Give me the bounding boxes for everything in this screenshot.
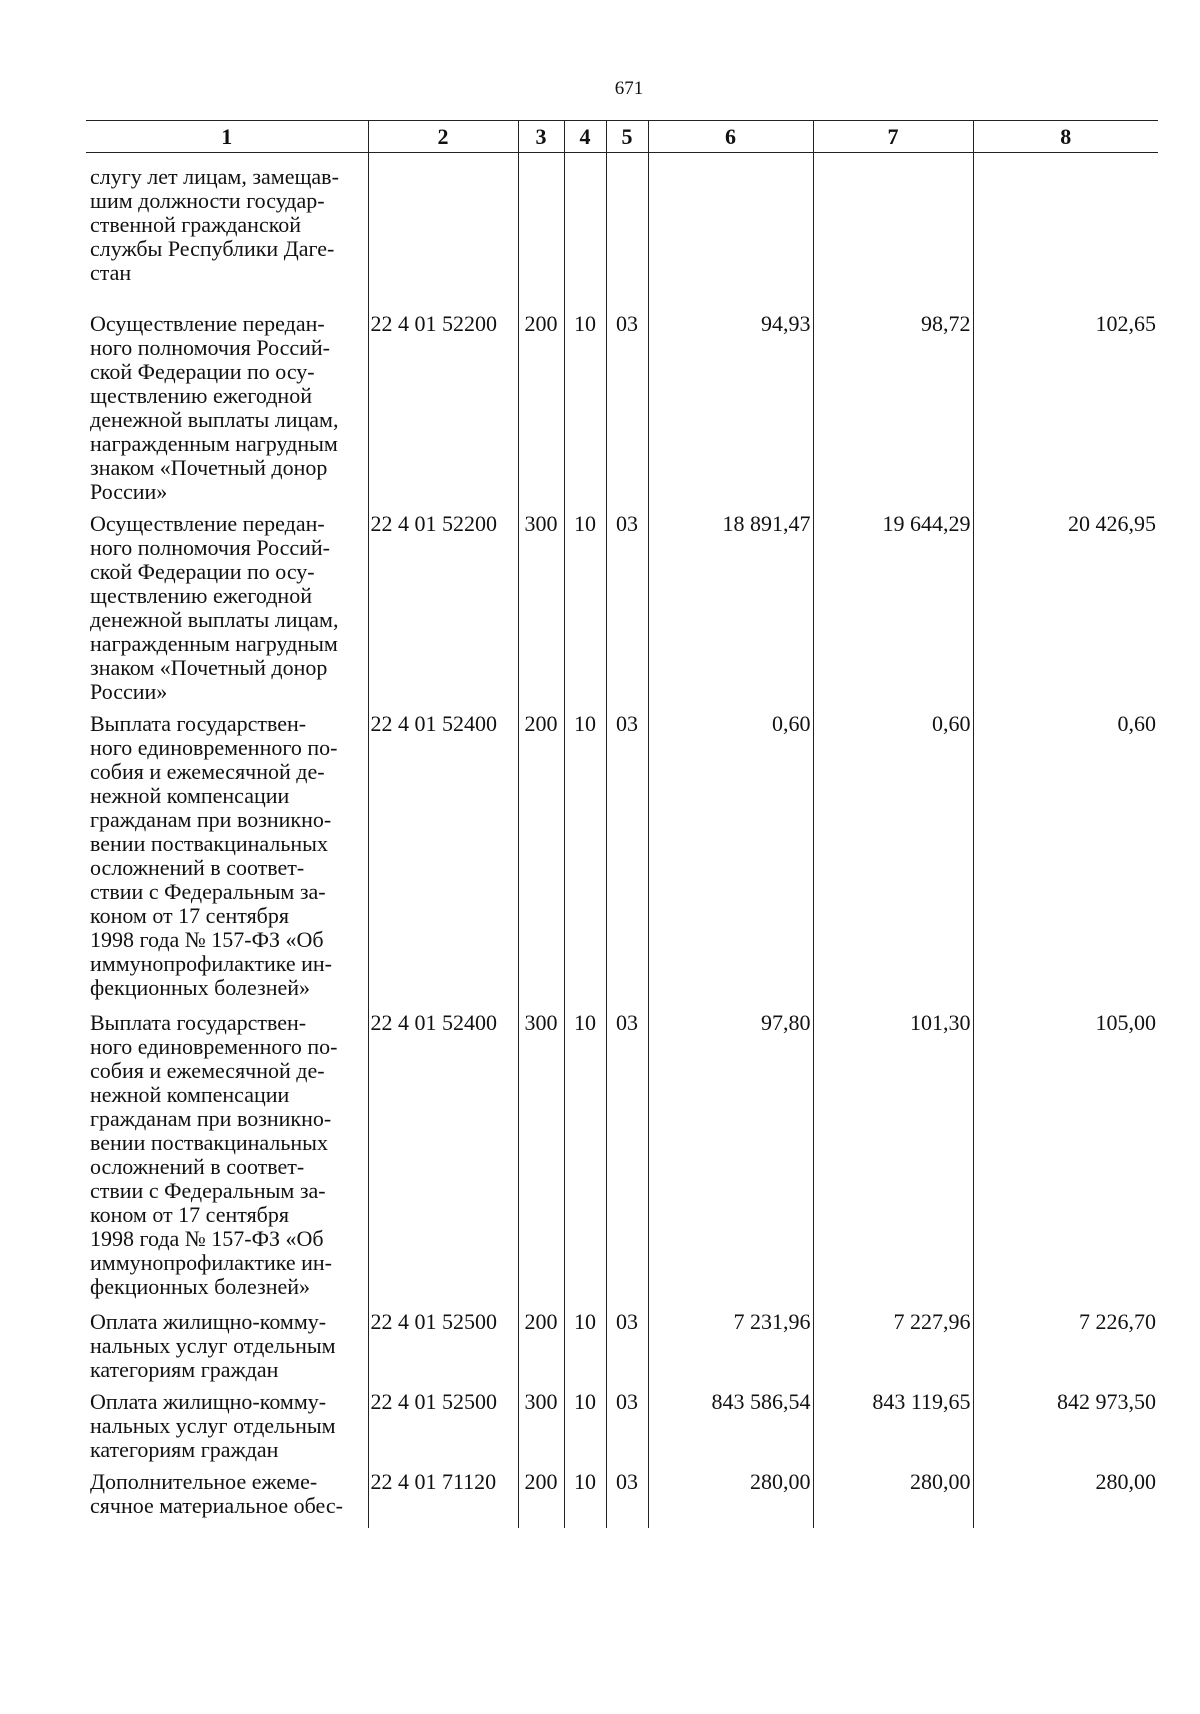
description-line: ществлению ежегодной: [90, 583, 312, 608]
column-header-8: 8: [973, 121, 1158, 153]
description-line: службы Республики Даге-: [90, 236, 335, 261]
table-row: [86, 1302, 1158, 1382]
description-line: осложнений в соответ-: [90, 1154, 305, 1179]
subsection-code: 03: [606, 304, 648, 504]
budget-table: [86, 120, 1158, 1528]
description-line: ской Федерации по осу-: [90, 359, 315, 384]
description-line: Осуществление передан-: [90, 511, 325, 536]
section-code: [564, 153, 606, 305]
description-line: Оплата жилищно-комму-: [90, 1389, 327, 1414]
amount-col-7: 101,30: [813, 1003, 973, 1302]
column-header-5: 5: [606, 121, 648, 153]
description-line: сячное материальное обес-: [90, 1493, 343, 1518]
target-article-code: 22 4 01 52400: [368, 1003, 518, 1302]
description-line: ного единовременного по-: [90, 1034, 338, 1059]
description-line: коном от 17 сентября: [90, 1202, 289, 1227]
description-line: России»: [90, 479, 168, 504]
target-article-code: 22 4 01 52500: [368, 1382, 518, 1462]
amount-col-7: 0,60: [813, 704, 973, 1003]
table-row: [86, 153, 1158, 305]
description-line: ного единовременного по-: [90, 735, 338, 760]
column-header-6: 6: [648, 121, 813, 153]
description-line: ствии с Федеральным за-: [90, 879, 326, 904]
description-line: ного полномочия Россий-: [90, 335, 331, 360]
table-row: [86, 504, 1158, 704]
section-code: 10: [564, 1302, 606, 1382]
description-line: ской Федерации по осу-: [90, 559, 315, 584]
description-line: Выплата государствен-: [90, 1010, 307, 1035]
row-description: [86, 504, 368, 704]
table-row: [86, 1462, 1158, 1528]
subsection-code: 03: [606, 1382, 648, 1462]
description-line: Осуществление передан-: [90, 311, 325, 336]
expense-type-code: 300: [518, 504, 564, 704]
section-code: 10: [564, 1003, 606, 1302]
description-line: иммунопрофилактике ин-: [90, 951, 332, 976]
description-line: нальных услуг отдельным: [90, 1413, 336, 1438]
amount-col-6: 97,80: [648, 1003, 813, 1302]
description-line: ществлению ежегодной: [90, 383, 312, 408]
description-line: собия и ежемесячной де-: [90, 759, 325, 784]
row-description: [86, 1382, 368, 1462]
description-line: нальных услуг отдельным: [90, 1333, 336, 1358]
expense-type-code: 200: [518, 1462, 564, 1528]
table-row: [86, 1382, 1158, 1462]
amount-col-6: 0,60: [648, 704, 813, 1003]
target-article-code: 22 4 01 52400: [368, 704, 518, 1003]
section-code: 10: [564, 504, 606, 704]
description-line: осложнений в соответ-: [90, 855, 305, 880]
amount-col-6: 843 586,54: [648, 1382, 813, 1462]
amount-col-8: 105,00: [973, 1003, 1158, 1302]
amount-col-6: 94,93: [648, 304, 813, 504]
table-row: [86, 304, 1158, 504]
table-row: [86, 1003, 1158, 1302]
amount-col-7: 843 119,65: [813, 1382, 973, 1462]
target-article-code: 22 4 01 52500: [368, 1302, 518, 1382]
amount-col-8: 7 226,70: [973, 1302, 1158, 1382]
description-line: слугу лет лицам, замещав-: [90, 164, 339, 189]
description-line: гражданам при возникно-: [90, 807, 332, 832]
description-line: ственной гражданской: [90, 212, 302, 237]
amount-col-6: [648, 153, 813, 305]
description-line: коном от 17 сентября: [90, 903, 289, 928]
target-article-code: [368, 153, 518, 305]
description-line: денежной выплаты лицам,: [90, 607, 339, 632]
target-article-code: 22 4 01 71120: [368, 1462, 518, 1528]
description-line: 1998 года № 157-ФЗ «Об: [90, 1226, 324, 1251]
description-line: вении поствакцинальных: [90, 831, 328, 856]
amount-col-7: 19 644,29: [813, 504, 973, 704]
description-line: награжденным нагрудным: [90, 631, 338, 656]
description-line: вении поствакцинальных: [90, 1130, 328, 1155]
subsection-code: 03: [606, 1003, 648, 1302]
amount-col-7: [813, 153, 973, 305]
description-line: гражданам при возникно-: [90, 1106, 332, 1131]
amount-col-8: 280,00: [973, 1462, 1158, 1528]
description-line: Дополнительное ежеме-: [90, 1469, 318, 1494]
description-line: фекционных болезней»: [90, 975, 310, 1000]
amount-col-6: 7 231,96: [648, 1302, 813, 1382]
section-code: 10: [564, 704, 606, 1003]
expense-type-code: [518, 153, 564, 305]
section-code: 10: [564, 304, 606, 504]
description-line: знаком «Почетный донор: [90, 655, 328, 680]
column-header-2: 2: [368, 121, 518, 153]
description-line: категориям граждан: [90, 1437, 279, 1462]
expense-type-code: 200: [518, 704, 564, 1003]
description-line: иммунопрофилактике ин-: [90, 1250, 332, 1275]
row-description: [86, 704, 368, 1003]
description-line: денежной выплаты лицам,: [90, 407, 339, 432]
amount-col-8: 20 426,95: [973, 504, 1158, 704]
description-line: собия и ежемесячной де-: [90, 1058, 325, 1083]
description-line: ного полномочия Россий-: [90, 535, 331, 560]
row-description: [86, 1302, 368, 1382]
amount-col-7: 98,72: [813, 304, 973, 504]
row-description: [86, 304, 368, 504]
amount-col-8: 842 973,50: [973, 1382, 1158, 1462]
subsection-code: 03: [606, 504, 648, 704]
description-line: нежной компенсации: [90, 783, 290, 808]
column-header-7: 7: [813, 121, 973, 153]
subsection-code: 03: [606, 1462, 648, 1528]
expense-type-code: 300: [518, 1382, 564, 1462]
row-description: [86, 153, 368, 305]
description-line: фекционных болезней»: [90, 1274, 310, 1299]
subsection-code: 03: [606, 704, 648, 1003]
amount-col-8: [973, 153, 1158, 305]
page-number: 671: [614, 78, 644, 99]
amount-col-8: 0,60: [973, 704, 1158, 1003]
amount-col-6: 280,00: [648, 1462, 813, 1528]
table-row: [86, 704, 1158, 1003]
description-line: нежной компенсации: [90, 1082, 290, 1107]
amount-col-7: 7 227,96: [813, 1302, 973, 1382]
column-header-1: 1: [86, 121, 368, 153]
amount-col-7: 280,00: [813, 1462, 973, 1528]
description-line: шим должности государ-: [90, 188, 325, 213]
expense-type-code: 200: [518, 304, 564, 504]
target-article-code: 22 4 01 52200: [368, 504, 518, 704]
row-description: [86, 1462, 368, 1528]
column-header-3: 3: [518, 121, 564, 153]
subsection-code: 03: [606, 1302, 648, 1382]
description-line: ствии с Федеральным за-: [90, 1178, 326, 1203]
target-article-code: 22 4 01 52200: [368, 304, 518, 504]
subsection-code: [606, 153, 648, 305]
description-line: Выплата государствен-: [90, 711, 307, 736]
description-line: стан: [90, 260, 132, 285]
description-line: категориям граждан: [90, 1357, 279, 1382]
description-line: 1998 года № 157-ФЗ «Об: [90, 927, 324, 952]
description-line: знаком «Почетный донор: [90, 455, 328, 480]
table-header-row: [86, 121, 1158, 153]
row-description: [86, 1003, 368, 1302]
amount-col-8: 102,65: [973, 304, 1158, 504]
column-header-4: 4: [564, 121, 606, 153]
description-line: России»: [90, 679, 168, 704]
section-code: 10: [564, 1382, 606, 1462]
description-line: Оплата жилищно-комму-: [90, 1309, 327, 1334]
amount-col-6: 18 891,47: [648, 504, 813, 704]
expense-type-code: 300: [518, 1003, 564, 1302]
description-line: награжденным нагрудным: [90, 431, 338, 456]
section-code: 10: [564, 1462, 606, 1528]
expense-type-code: 200: [518, 1302, 564, 1382]
